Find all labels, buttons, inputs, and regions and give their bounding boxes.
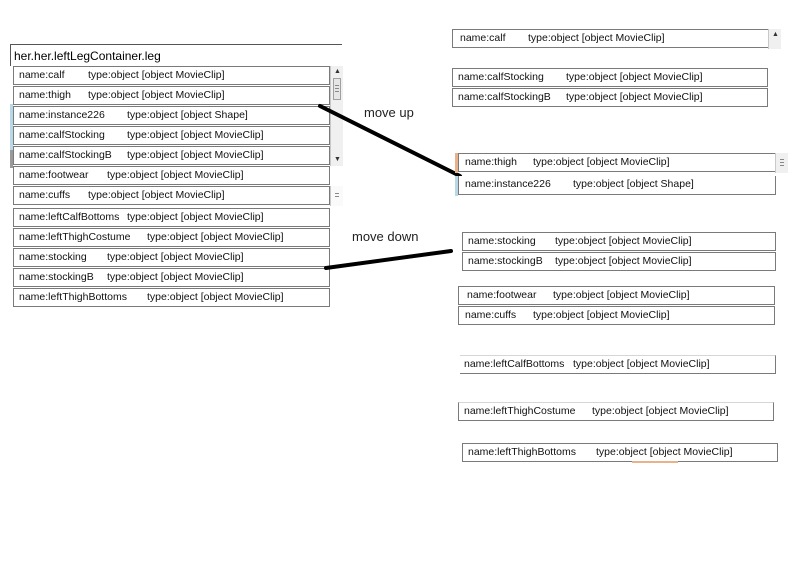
row-name: name:leftThighBottoms xyxy=(468,446,576,458)
row-name: name:calfStockingB xyxy=(19,149,112,161)
row-type: type:object [object Shape] xyxy=(573,178,694,190)
right-row-thigh[interactable] xyxy=(458,153,776,172)
thumb-grip xyxy=(780,162,784,163)
row-type: type:object [object MovieClip] xyxy=(147,291,284,303)
row-name: name:calf xyxy=(460,32,506,44)
right-row-calfStocking[interactable] xyxy=(452,68,768,87)
row-type: type:object [object Shape] xyxy=(127,109,248,121)
right-row-calfStockingB[interactable] xyxy=(452,88,768,107)
row-type: type:object [object MovieClip] xyxy=(127,149,264,161)
row-type: type:object [object MovieClip] xyxy=(528,32,665,44)
row-name: name:calf xyxy=(19,69,65,81)
row-type: type:object [object MovieClip] xyxy=(127,129,264,141)
row-type: type:object [object MovieClip] xyxy=(107,251,244,263)
row-name: name:leftCalfBottoms xyxy=(464,358,565,370)
row-type: type:object [object MovieClip] xyxy=(107,271,244,283)
right-row-cuffs[interactable] xyxy=(458,306,775,325)
scroll-up-icon[interactable]: ▲ xyxy=(334,68,341,75)
scroll-down-icon[interactable]: ▼ xyxy=(334,156,341,163)
right-row-footwear[interactable] xyxy=(458,286,775,305)
row-name: name:calfStocking xyxy=(19,129,105,141)
row-type: type:object [object MovieClip] xyxy=(566,71,703,83)
right-row-stockingB[interactable] xyxy=(462,252,776,271)
row-type: type:object [object MovieClip] xyxy=(88,89,225,101)
row-name: name:stockingB xyxy=(19,271,94,283)
row-type: type:object [object MovieClip] xyxy=(107,169,244,181)
row-name: name:footwear xyxy=(467,289,537,301)
row-name: name:instance226 xyxy=(465,178,551,190)
thumb-grip xyxy=(780,165,784,166)
row-type: type:object [object MovieClip] xyxy=(573,358,710,370)
row-type: type:object [object MovieClip] xyxy=(147,231,284,243)
row-type: type:object [object MovieClip] xyxy=(566,91,703,103)
row-type: type:object [object MovieClip] xyxy=(88,69,225,81)
row-name: name:calfStocking xyxy=(458,71,544,83)
row-type: type:object [object MovieClip] xyxy=(592,405,729,417)
row-name: name:calfStockingB xyxy=(458,91,551,103)
row-type: type:object [object MovieClip] xyxy=(555,235,692,247)
row-name: name:footwear xyxy=(19,169,89,181)
row-name: name:stocking xyxy=(19,251,87,263)
row-name: name:stockingB xyxy=(468,255,543,267)
panel-title: her.her.leftLegContainer.leg xyxy=(14,49,161,63)
right-row-instance226[interactable] xyxy=(458,176,776,195)
row-type: type:object [object MovieClip] xyxy=(553,289,690,301)
right-row-leftThighBottoms[interactable] xyxy=(462,443,778,462)
row-type: type:object [object MovieClip] xyxy=(533,156,670,168)
row-name: name:leftThighBottoms xyxy=(19,291,127,303)
row-name: name:thigh xyxy=(19,89,71,101)
row-type: type:object [object MovieClip] xyxy=(533,309,670,321)
right-row-leftCalfBottoms[interactable] xyxy=(460,355,776,374)
thumb-grip xyxy=(780,159,784,160)
right-row-stocking[interactable] xyxy=(462,232,776,251)
row-name: name:leftCalfBottoms xyxy=(19,211,120,223)
row-name: name:cuffs xyxy=(19,189,71,201)
row-type: type:object [object MovieClip] xyxy=(596,446,733,458)
row-type: type:object [object MovieClip] xyxy=(127,211,264,223)
move-up-label: move up xyxy=(364,105,414,120)
right-bottom-accent xyxy=(632,461,678,463)
move-down-label: move down xyxy=(352,229,419,244)
right-mid-scrollbar[interactable] xyxy=(775,153,788,173)
row-name: name:stocking xyxy=(468,235,536,247)
right-row-leftThighCostume[interactable] xyxy=(458,402,774,421)
scroll-up-icon[interactable]: ▲ xyxy=(772,31,779,38)
right-top-scrollbar[interactable] xyxy=(768,29,781,49)
row-type: type:object [object MovieClip] xyxy=(555,255,692,267)
row-type: type:object [object MovieClip] xyxy=(88,189,225,201)
row-name: name:cuffs xyxy=(465,309,517,321)
row-name: name:leftThighCostume xyxy=(464,405,576,417)
row-name: name:leftThighCostume xyxy=(19,231,131,243)
row-name: name:thigh xyxy=(465,156,517,168)
right-row-calf[interactable] xyxy=(452,29,770,48)
row-name: name:instance226 xyxy=(19,109,105,121)
move-down-line xyxy=(326,251,451,268)
